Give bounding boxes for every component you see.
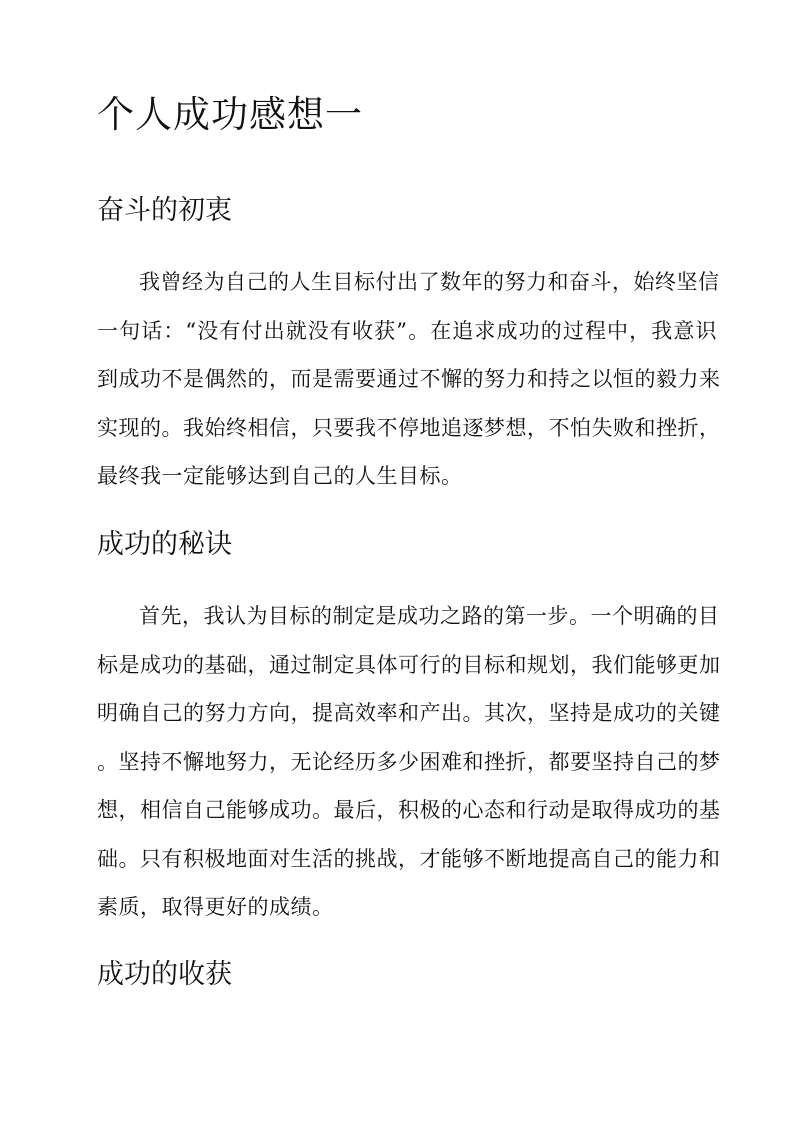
section-paragraph-secret bbox=[97, 592, 721, 932]
paragraph-line: 一句话：“没有付出就没有收获”。在追求成功的过程中，我意识 bbox=[97, 318, 717, 343]
paragraph-line: 想，相信自己能够成功。最后，积极的心态和行动是取得成功的基 bbox=[97, 798, 721, 822]
paragraph-line: 素质，取得更好的成绩。 bbox=[97, 895, 334, 919]
paragraph-line: 首先，我认为目标的制定是成功之路的第一步。一个明确的目 bbox=[139, 604, 720, 628]
section-paragraph-struggle bbox=[97, 258, 721, 501]
page-title: 个人成功感想一 bbox=[97, 93, 363, 136]
paragraph-line: 到成功不是偶然的，而是需要通过不懈的努力和持之以恒的毅力来 bbox=[97, 367, 721, 391]
paragraph-line: 明确自己的努力方向，提高效率和产出。其次，坚持是成功的关键 bbox=[97, 701, 721, 725]
section-heading-secret: 成功的秘诀 bbox=[97, 529, 232, 560]
paragraph-line: 最终我一定能够达到自己的人生目标。 bbox=[97, 464, 463, 488]
section-heading-struggle: 奋斗的初衷 bbox=[97, 195, 232, 226]
paragraph-line: 我曾经为自己的人生目标付出了数年的努力和奋斗，始终坚信 bbox=[139, 270, 720, 294]
paragraph-line: 标是成功的基础，通过制定具体可行的目标和规划，我们能够更加 bbox=[97, 652, 721, 677]
paragraph-line: 实现的。我始终相信，只要我不停地追逐梦想，不怕失败和挫折， bbox=[97, 415, 721, 440]
paragraph-line: 础。只有积极地面对生活的挑战，才能够不断地提高自己的能力和 bbox=[97, 846, 721, 871]
section-heading-harvest: 成功的收获 bbox=[97, 959, 232, 990]
paragraph-line: 。坚持不懈地努力，无论经历多少困难和挫折，都要坚持自己的梦 bbox=[97, 749, 721, 774]
